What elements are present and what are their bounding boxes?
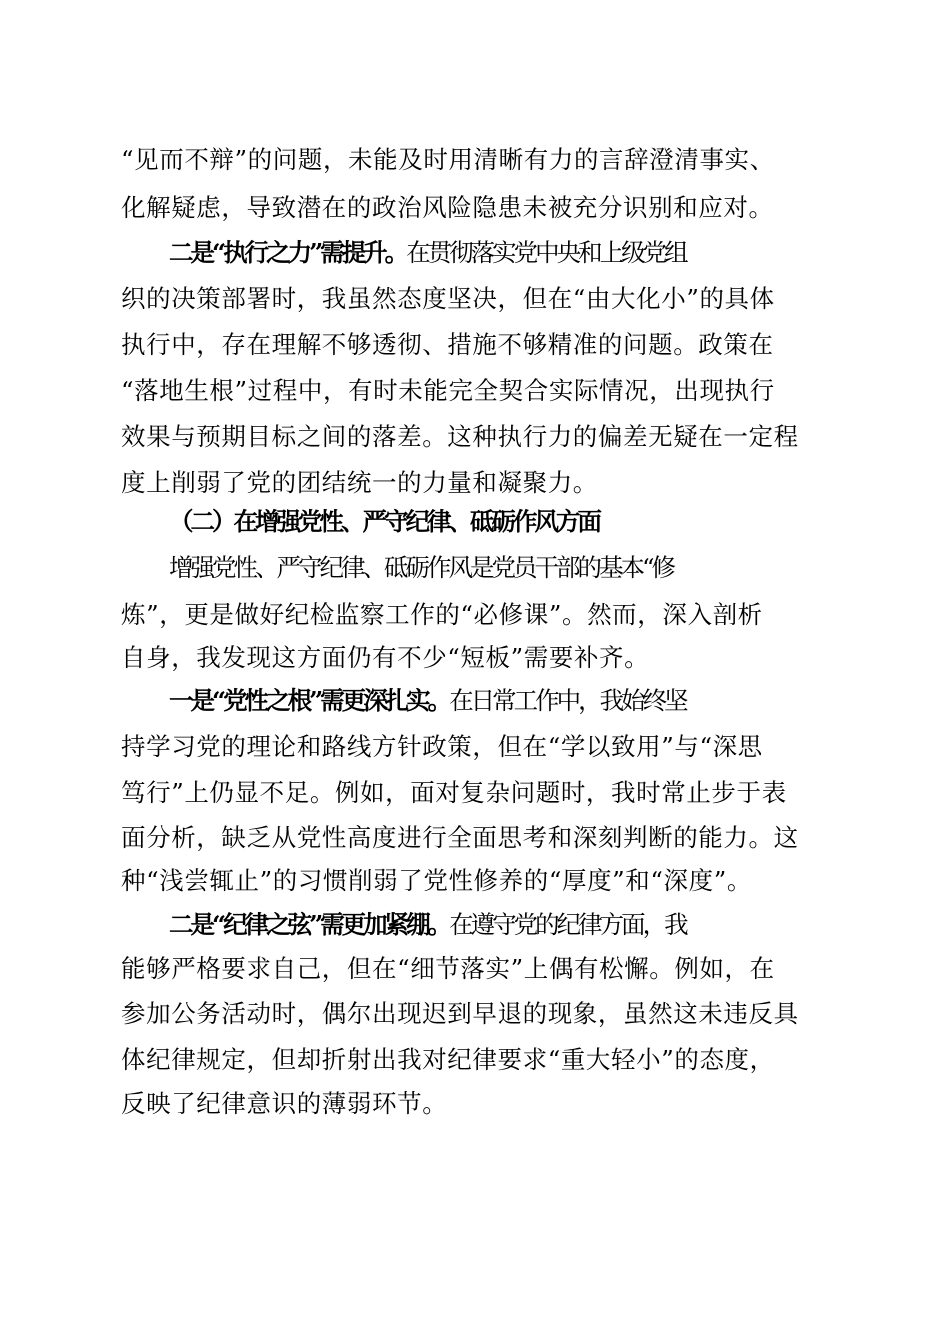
body-line: 能够严格要求自己，但在“细节落实”上偶有松懈。例如，在 (121, 954, 775, 983)
body-line: 织的决策部署时，我虽然态度坚决，但在“由大化小”的具体 (121, 284, 775, 313)
body-line: 度上削弱了党的团结统一的力量和凝聚力。 (121, 468, 598, 497)
paragraph-line: 增强党性、严守纪律、砥砺作风是党员干部的基本“修 (169, 553, 674, 582)
body-line: 效果与预期目标之间的落差。这种执行力的偏差无疑在一定程 (121, 422, 799, 451)
body-line: 持学习党的理论和路线方针政策，但在“学以致用”与“深思 (121, 732, 763, 761)
point-lead: 二是“执行之力”需提升。 (169, 238, 407, 267)
body-line: 种“浅尝辄止”的习惯削弱了党性修养的“厚度”和“深度”。 (121, 866, 752, 895)
point-lead: 二是“纪律之弦”需更加紧绷。 (169, 910, 450, 939)
point-text: 在贯彻落实党中央和上级党组 (406, 238, 686, 267)
body-line: 体纪律规定，但却折射出我对纪律要求“重大轻小”的态度， (121, 1045, 775, 1074)
body-line: 执行中，存在理解不够透彻、措施不够精准的问题。政策在 (121, 330, 774, 359)
body-line: 笃行”上仍显不足。例如，面对复杂问题时，我时常止步于表 (121, 778, 787, 807)
body-line: 面分析，缺乏从党性高度进行全面思考和深刻判断的能力。这 (121, 823, 799, 852)
point-text: 在遵守党的纪律方面，我 (449, 910, 686, 939)
point-text: 在日常工作中，我始终坚 (449, 686, 686, 715)
body-line: “见而不辩”的问题，未能及时用清晰有力的言辞澄清事实、 (121, 145, 775, 174)
body-line: 参加公务活动时，偶尔出现迟到早退的现象，虽然这未违反具 (121, 999, 799, 1028)
body-line: “落地生根”过程中，有时未能完全契合实际情况，出现执行 (121, 376, 775, 405)
paragraph-line (169, 233, 889, 273)
point-lead: 一是“党性之根”需更深扎实。 (169, 686, 450, 715)
paragraph-line (169, 905, 889, 945)
body-line: 炼”，更是做好纪检监察工作的“必修课”。然而，深入剖析 (121, 600, 763, 629)
body-line: 自身，我发现这方面仍有不少“短板”需要补齐。 (121, 643, 650, 672)
body-line: 反映了纪律意识的薄弱环节。 (121, 1089, 448, 1118)
paragraph-line (169, 681, 889, 721)
section-heading: （二）在增强党性、严守纪律、砥砺作风方面 (169, 507, 599, 536)
body-line: 化解疑虑，导致潜在的政治风险隐患未被充分识别和应对。 (121, 193, 774, 222)
